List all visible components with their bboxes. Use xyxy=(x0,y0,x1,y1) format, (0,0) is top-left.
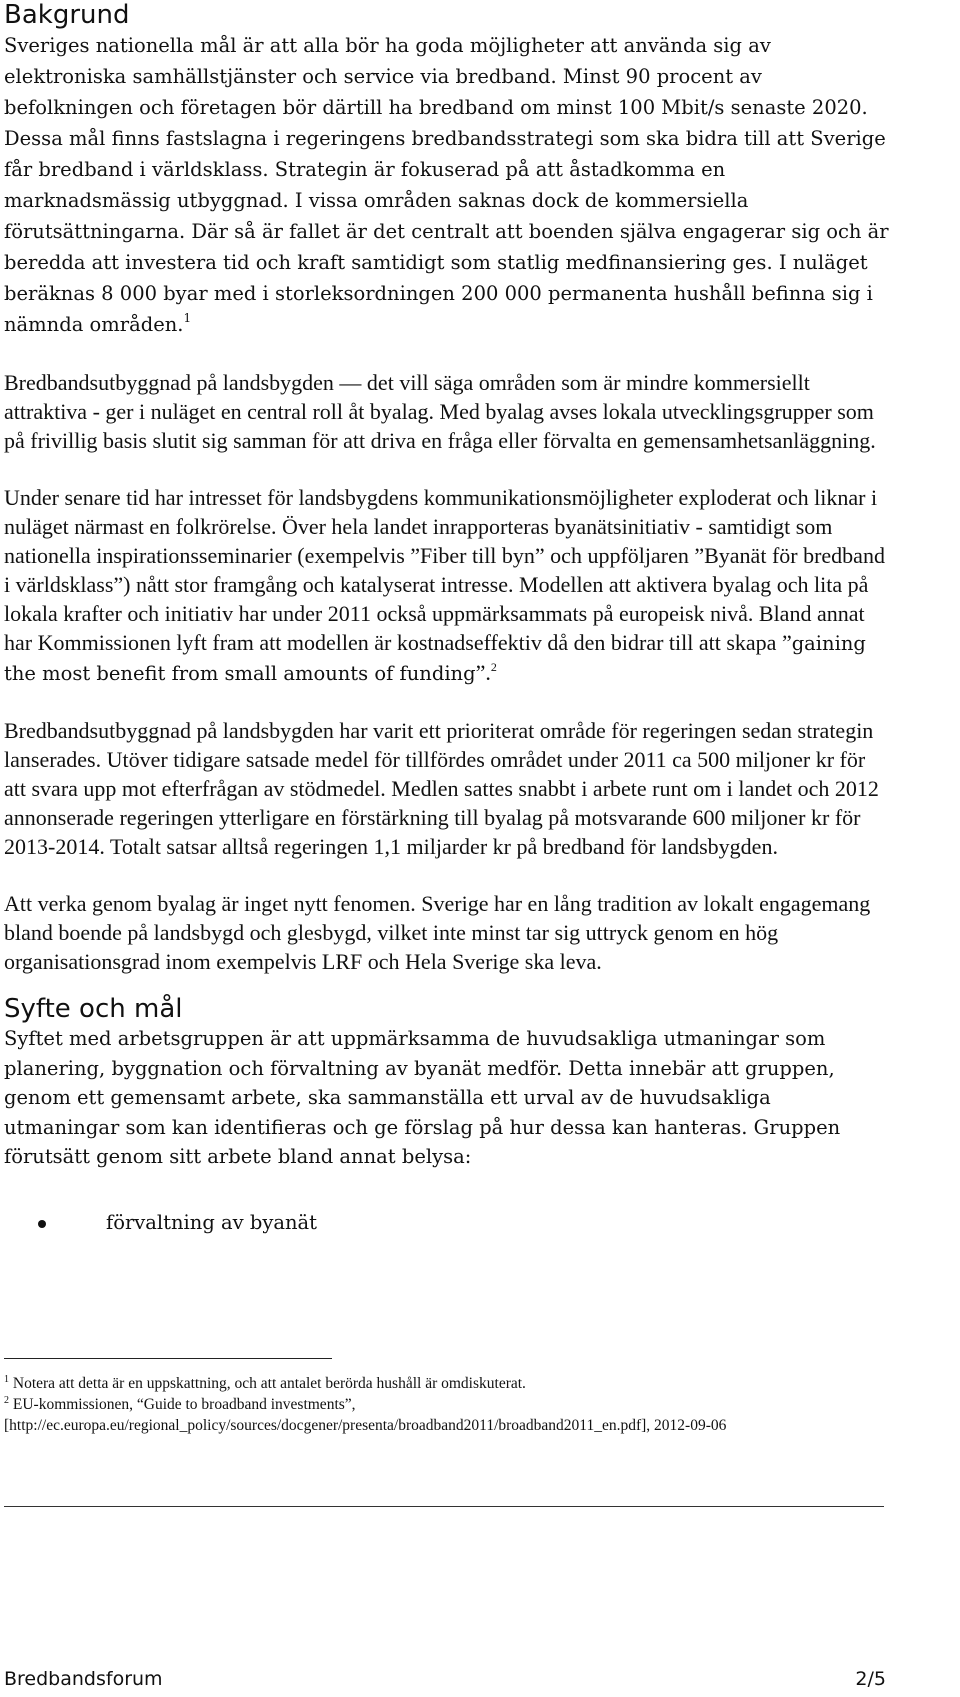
paragraph-intro-part2: Dessa mål finns fastslagna i regeringens bredbandsstrategi som ska bidra till att Sverige får bredband i världsklass. Strategin är fokuserad på att åstadkomma en marknadsmässig utbyggnad. I vissa områden saknas dock de kommersiella förutsättningarna. xyxy=(4,127,886,243)
paragraph-folkrorelse-text: Under senare tid har intresset för landsbygdens kommunikationsmöjligheter exploderat och liknar i nuläget närmast en folkrörelse. Över hela landet inrapporteras byanätsinitiativ - samtidigt som nationella inspirationsseminarier (exempelvis ”Fiber till byn” och uppföljaren ”Byanät för bredband i världsklass”) nått stor framgång och katalyserat intresse. Modellen att aktivera byalag och lita på lokala krafter och initiativ har under 2011 också uppmärksammats på europeisk nivå. Bland annat har Kommissionen lyft fram att modellen är kostnadseffektiv då den bidrar till att skapa ” xyxy=(4,485,885,655)
list-item xyxy=(4,1208,889,1238)
footnote-text: EU-kommissionen, “Guide to broadband investments”, [http://ec.europa.eu/regional_policy/sources/docgener/presenta/broadband2011/broadband2011_en.pdf], 2012-09-06 xyxy=(4,1396,727,1434)
footnote-2 xyxy=(4,1394,894,1436)
bullet-icon xyxy=(38,1220,46,1228)
list-item-text: förvaltning av byanät xyxy=(106,1210,318,1234)
page-number: 2/5 xyxy=(855,1668,886,1690)
footnote-ref-1[interactable]: 1 xyxy=(183,311,192,325)
paragraph-intro-part1: Sveriges nationella mål är att alla bör ha goda möjligheter att använda sig av elektroniska samhällstjänster och service via bredband. Minst 90 procent av befolkningen och företagen bör därtill ha bredband om minst 100 Mbit/s senaste 2020. xyxy=(4,34,868,119)
footnotes xyxy=(4,1373,894,1436)
paragraph-syfte: Syftet med arbetsgruppen är att uppmärksamma de huvudsakliga utmaningar som planering, byggnation och förvaltning av byanät medför. Detta innebär att gruppen, genom ett gemensamt arbete, ska sammanställa ett urval av de huvudsakliga utmaningar som kan identifieras och ge förslag på hur dessa kan hanteras. Gruppen förutsätt genom sitt arbete bland annat belysa: xyxy=(4,1027,841,1169)
quote-close: ”. xyxy=(475,660,491,685)
footnote-ref-2[interactable]: 2 xyxy=(490,660,497,674)
paragraph-folkrorelse xyxy=(4,483,889,688)
heading-bakgrund: Bakgrund xyxy=(4,0,130,30)
page-body xyxy=(4,0,889,1238)
footnote-separator xyxy=(4,1358,332,1359)
paragraph-byalag: Bredbandsutbyggnad på landsbygden — det vill säga områden som är mindre kommersiellt attraktiva - ger i nuläget en central roll åt byalag. Med byalag avses lokala utvecklingsgrupper som på frivillig basis slutit sig samman för att driva en fråga eller förvalta en gemensamhetsanläggning. xyxy=(4,370,876,453)
paragraph-prioriterat: Bredbandsutbyggnad på landsbygden har varit ett prioriterat område för regeringen sedan strategin lanserades. Utöver tidigare satsade medel för tillfördes området under 2011 ca 500 miljoner kr för att svara upp mot efterfrågan av stödmedel. Medlen sattes snabbt i arbete runt om i landet och 2012 annonserade regeringen ytterligare en förstärkning till byalag på motsvarande 600 miljoner kr för 2013-2014. Totalt satsar alltså regeringen 1,1 miljarder kr på bredband för landsbygden. xyxy=(4,718,879,859)
bullet-list xyxy=(4,1208,889,1238)
footnote-number: 1 xyxy=(4,1374,9,1385)
paragraph-tradition: Att verka genom byalag är inget nytt fenomen. Sverige har en lång tradition av lokalt engagemang bland boende på landsbygd och glesbygd, vilket inte minst tar sig uttryck genom en hög organisationsgrad inom exempelvis LRF och Hela Sverige ska leva. xyxy=(4,891,871,974)
footnote-text: Notera att detta är en uppskattning, och att antalet berörda hushåll är omdiskuterat. xyxy=(9,1375,526,1392)
quote-english: gaining the most benefit from small amounts of funding xyxy=(4,632,866,685)
footnote-1 xyxy=(4,1373,894,1394)
heading-syfte: Syfte och mål xyxy=(4,994,183,1024)
footnote-number: 2 xyxy=(4,1395,9,1406)
footer-separator xyxy=(4,1506,884,1507)
paragraph-intro xyxy=(4,30,889,340)
paragraph-intro-part3: Där så är fallet är det centralt att boenden själva engagerar sig och är beredda att investera tid och kraft samtidigt som statlig medfinansiering ges. I nuläget beräknas 8 000 byar med i storleksordningen 200 000 permanenta hushåll befinna sig i nämnda områden. xyxy=(4,220,889,336)
footer-organization: Bredbandsforum xyxy=(4,1668,163,1690)
